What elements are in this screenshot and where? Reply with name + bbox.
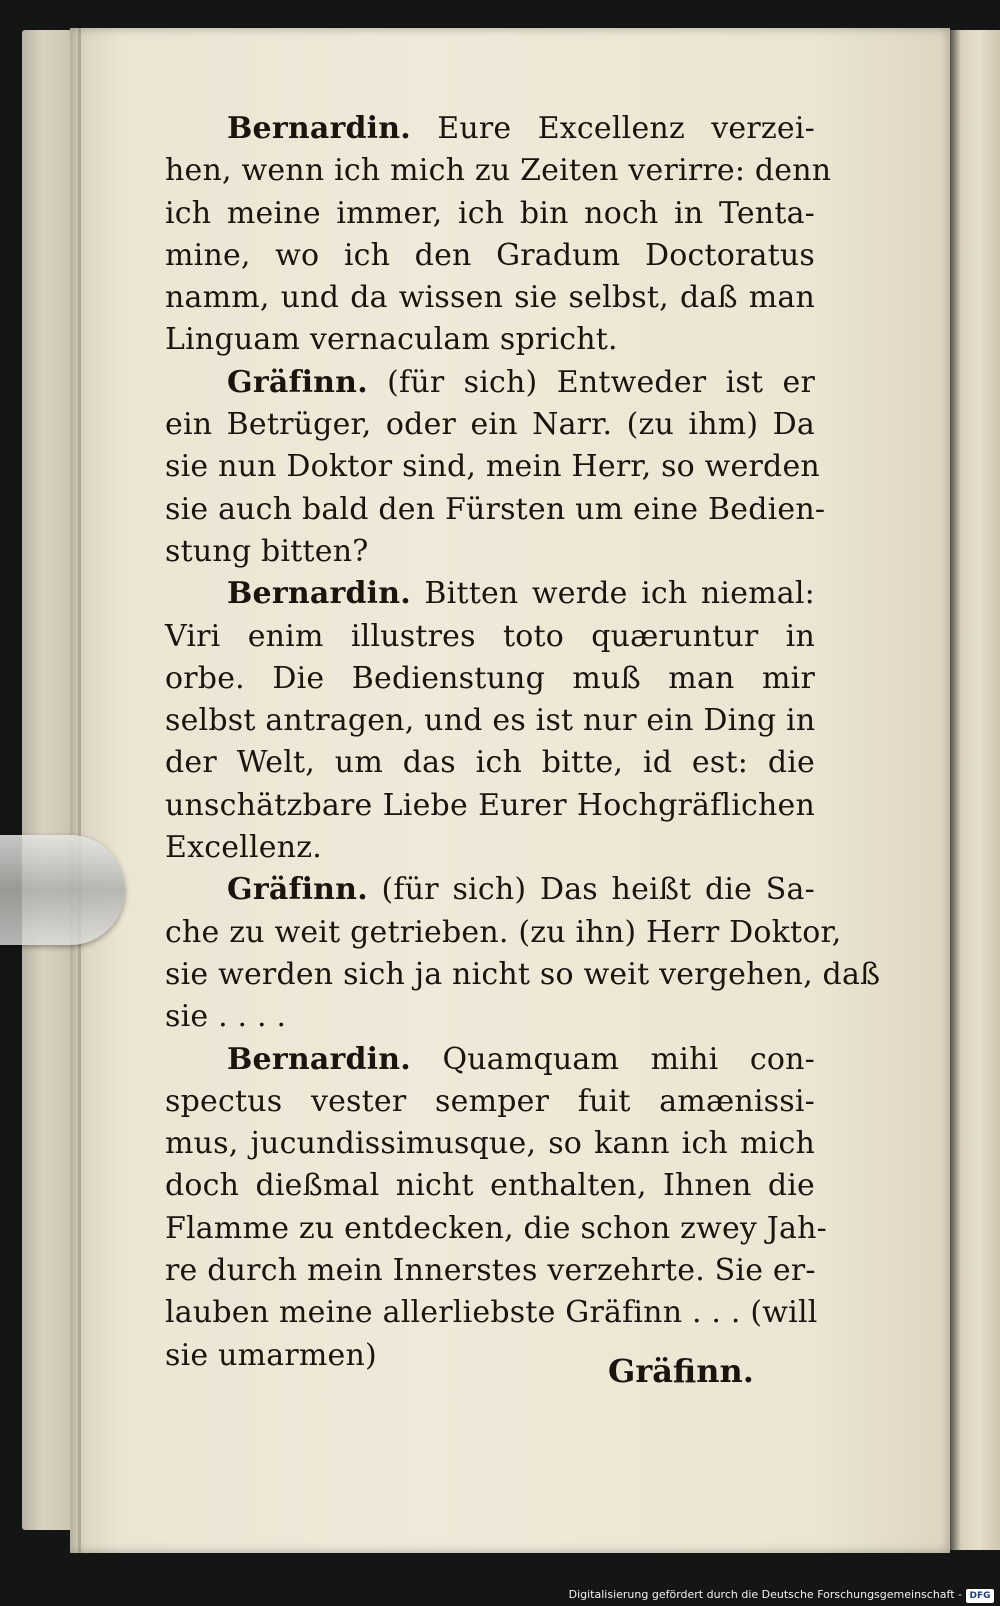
line-text: unschätzbare Liebe Eurer Hochgräflichen <box>165 787 815 823</box>
line-text: che zu weit getrieben. (zu ihn) Herr Doktor, <box>165 914 842 950</box>
line-text: ein Betrüger, oder ein Narr. (zu ihm) Da <box>165 407 815 443</box>
text-line <box>165 235 815 277</box>
text-line <box>165 1039 815 1081</box>
line-text: sie umarmen) <box>165 1337 377 1373</box>
line-text: sie werden sich ja nicht so weit vergehen, daß <box>165 956 881 992</box>
line-text: Flamme zu entdecken, die schon zwey Jah- <box>165 1210 827 1246</box>
text-line <box>165 573 815 615</box>
line-text: Linguam vernaculam spricht. <box>165 322 618 358</box>
text-line <box>165 1123 815 1165</box>
text-line <box>165 742 815 784</box>
speaker-name: Bernardin. <box>227 111 411 146</box>
line-text: namm, und da wissen sie selbst, daß man <box>165 280 815 316</box>
catchword: Gräfinn. <box>608 1352 754 1390</box>
footer-credit: Digitalisierung gefördert durch die Deutsche Forschungsgemeinschaft - <box>568 1588 962 1601</box>
speaker-name: Gräfinn. <box>227 872 368 908</box>
text-line <box>165 489 826 531</box>
line-text: re durch mein Innerstes verzehrte. Sie er- <box>165 1253 816 1289</box>
text-line <box>165 150 832 192</box>
line-text: mine, wo ich den Gradum Doctoratus <box>165 237 815 273</box>
line-text: Quamquam mihi con- <box>442 1041 815 1077</box>
text-line <box>165 1165 815 1207</box>
line-text: sie . . . . <box>165 999 287 1035</box>
line-text: mus, jucundissimusque, so kann ich mich <box>165 1126 815 1162</box>
text-line <box>165 912 842 954</box>
text-line <box>165 404 815 446</box>
text-line <box>165 193 815 235</box>
line-text: (für sich) Entweder ist er <box>387 364 815 400</box>
text-line <box>165 658 815 700</box>
speaker-name: Bernardin. <box>227 1041 411 1077</box>
body-text <box>165 108 881 1377</box>
line-text: hen, wenn ich mich zu Zeiten verirre: denn <box>165 153 832 189</box>
text-line <box>165 954 881 996</box>
text-line <box>165 996 815 1038</box>
line-text: sie nun Doktor sind, mein Herr, so werden <box>165 449 820 485</box>
text-line <box>165 531 815 573</box>
line-text: der Welt, um das ich bitte, id est: die <box>165 745 815 781</box>
text-line <box>165 319 815 361</box>
dfg-logo-icon: DFG <box>966 1589 994 1603</box>
speaker-name: Gräfinn. <box>227 364 368 400</box>
text-line <box>165 277 815 319</box>
line-text: Viri enim illustres toto quæruntur in <box>165 618 815 654</box>
text-line <box>165 869 815 911</box>
text-line <box>165 1250 815 1292</box>
line-text: Eure Excellenz verzei- <box>437 111 815 146</box>
line-text: (für sich) Das heißt die Sa- <box>381 872 815 908</box>
text-line <box>165 700 815 742</box>
line-text: sie auch bald den Fürsten um eine Bedien- <box>165 491 826 527</box>
facing-page-edge <box>948 30 1000 1550</box>
line-text: Bitten werde ich niemal: <box>424 576 815 612</box>
text-line <box>165 1208 827 1250</box>
text-line <box>165 1081 815 1123</box>
page-clamp <box>0 835 125 945</box>
line-text: Excellenz. <box>165 830 322 866</box>
text-line <box>165 827 815 869</box>
line-text: selbst antragen, und es ist nur ein Ding in <box>165 703 816 739</box>
text-line <box>165 616 815 658</box>
text-line <box>165 108 815 150</box>
text-line <box>165 1292 818 1334</box>
line-text: stung bitten? <box>165 533 369 569</box>
line-text: ich meine immer, ich bin noch in Tenta- <box>165 195 815 231</box>
text-line <box>165 785 815 827</box>
line-text: orbe. Die Bedienstung muß man mir <box>165 660 815 696</box>
line-text: lauben meine allerliebste Gräfinn . . . (will <box>165 1295 818 1331</box>
line-text: doch dießmal nicht enthalten, Ihnen die <box>165 1168 815 1204</box>
line-text: spectus vester semper fuit amænissi- <box>165 1083 815 1119</box>
text-line <box>165 446 820 488</box>
text-line <box>165 362 815 404</box>
speaker-name: Bernardin. <box>227 576 411 612</box>
